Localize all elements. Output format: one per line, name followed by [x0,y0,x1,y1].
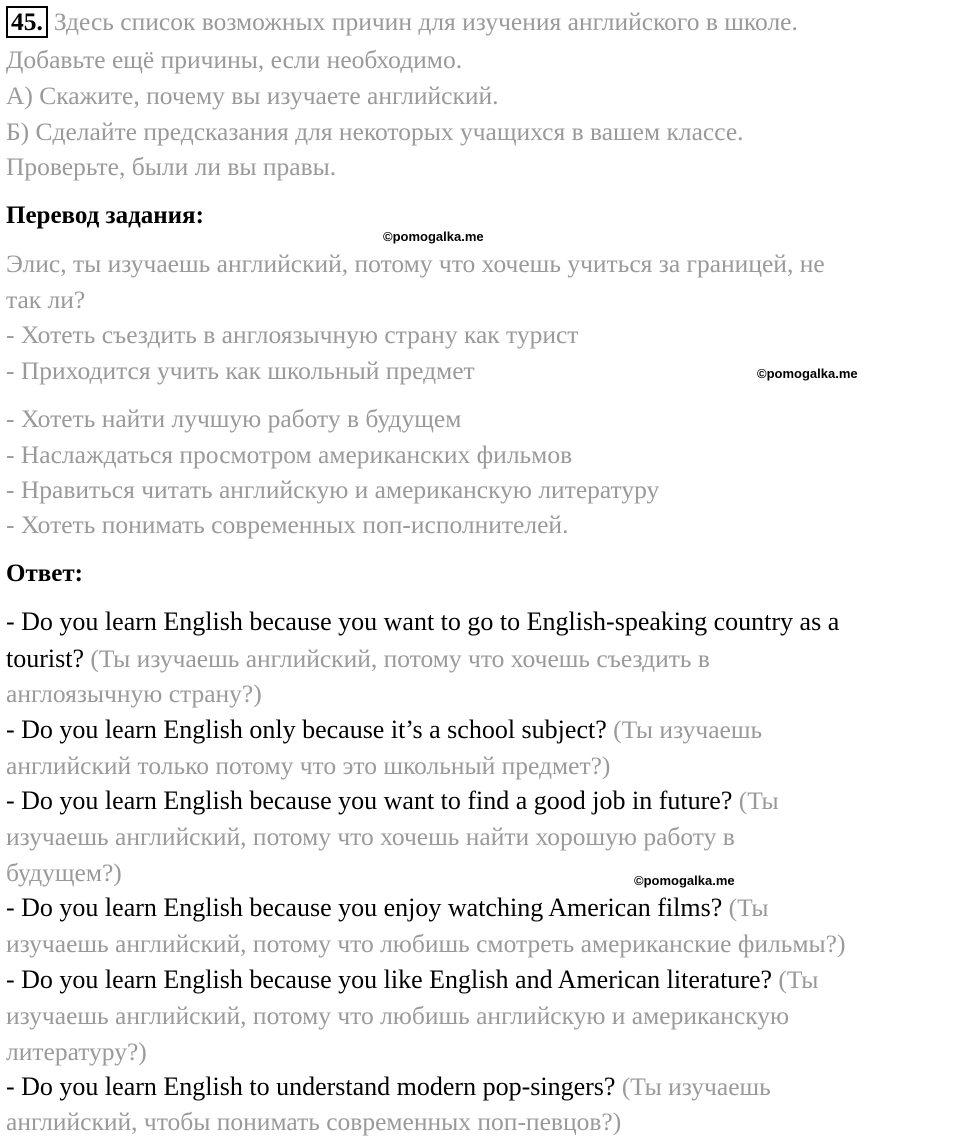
answer-english: - Do you learn English because you enjoy watching American films? [6,893,723,922]
answer-russian: будущем?) [6,858,122,887]
watermark: ©pomogalka.me [383,229,484,244]
answer-russian: (Ты [772,965,819,994]
answer-heading: Ответ: [6,560,83,587]
translation-heading: Перевод задания: [6,202,204,229]
answer-line [6,783,779,819]
answer-russian: английский только потому что это школьный предмет?) [6,751,611,780]
answer-russian: изучаешь английский, потому что любишь английскую и американскую [6,1001,790,1030]
translation-line: Элис, ты изучаешь английский, потому что хочешь учиться за границей, не [6,249,825,278]
answer-russian: (Ты [722,893,769,922]
answer-line [6,926,845,962]
answer-line [6,676,262,712]
answer-english: - Do you learn English because you like English and American literature? [6,965,773,994]
answer-english: - Do you learn English because you want to go to English-speaking country as a [6,607,840,636]
watermark: ©pomogalka.me [634,873,735,888]
answer-line [6,1104,621,1140]
answer-line [6,748,610,784]
translation-line: - Хотеть понимать современных поп-исполнителей. [6,510,569,539]
answer-line [6,1069,771,1105]
answer-line [6,1034,147,1070]
task-text: Здесь список возможных причин для изучения английского в школе. [53,7,798,36]
answer-line [6,712,762,748]
answer-english: - Do you learn English to understand modern pop-singers? [6,1072,616,1101]
answer-russian: англоязычную страну?) [6,679,262,708]
answer-line [6,998,789,1034]
answer-russian: (Ты изучаешь [615,1072,771,1101]
task-number: 45. [6,6,48,38]
answer-russian: литературу?) [6,1037,147,1066]
answer-english: tourist? [6,644,84,673]
answer-russian: изучаешь английский, потому что хочешь найти хорошую работу в [6,822,735,851]
answer-line [6,604,839,640]
task-line-1 [6,4,798,40]
task-line-4: Б) Сделайте предсказания для некоторых учащихся в вашем классе. [6,117,744,146]
translation-line: - Хотеть найти лучшую работу в будущем [6,404,462,433]
task-line-2: Добавьте ещё причины, если необходимо. [6,45,463,74]
translation-line: так ли? [6,285,86,314]
answer-russian: (Ты [732,786,779,815]
answer-russian: (Ты изучаешь [606,715,763,744]
translation-line: - Приходится учить как школьный предмет [6,356,475,385]
answer-russian: (Ты изучаешь английский, потому что хочешь съездить в [84,644,710,673]
translation-line: - Нравиться читать английскую и американскую литературу [6,475,660,504]
task-line-5: Проверьте, были ли вы правы. [6,152,337,181]
translation-line: - Наслаждаться просмотром американских фильмов [6,440,573,469]
answer-line [6,890,769,926]
answer-english: - Do you learn English because you want to find a good job in future? [6,786,733,815]
answer-russian: английский, чтобы понимать современных поп-певцов?) [6,1107,622,1136]
answer-russian: изучаешь английский, потому что любишь смотреть американские фильмы?) [6,929,846,958]
answer-line [6,855,122,891]
answer-line [6,641,710,677]
translation-line: - Хотеть съездить в англоязычную страну как турист [6,320,579,349]
task-line-3: А) Скажите, почему вы изучаете английский. [6,81,499,110]
answer-line [6,962,818,998]
answer-line [6,819,735,855]
answer-english: - Do you learn English only because it’s a school subject? [6,715,607,744]
watermark: ©pomogalka.me [757,366,858,381]
